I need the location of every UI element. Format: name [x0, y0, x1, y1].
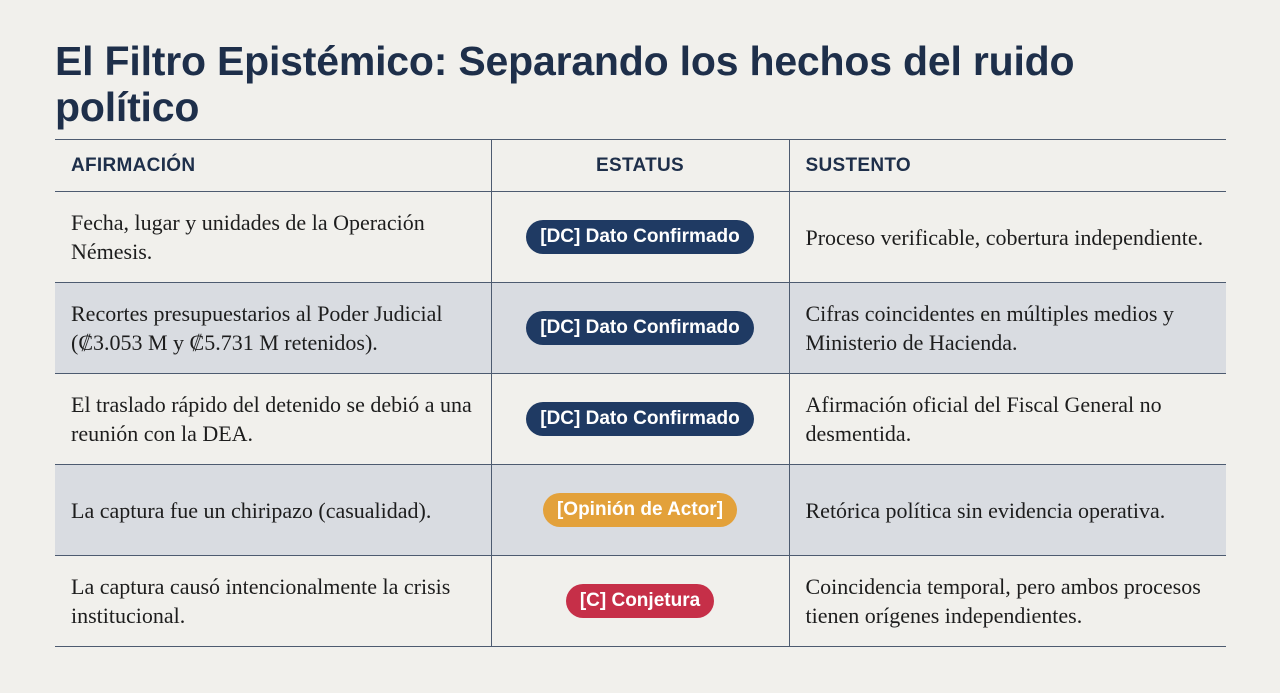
- header-support: SUSTENTO: [789, 140, 1226, 192]
- claims-table: [55, 139, 1226, 647]
- claim-cell: La captura fue un chiripazo (casualidad).: [55, 465, 491, 556]
- table-row: [55, 283, 1226, 374]
- support-cell: Retórica política sin evidencia operativa.: [789, 465, 1226, 556]
- support-cell: Afirmación oficial del Fiscal General no desmentida.: [789, 374, 1226, 465]
- status-badge-confirmed: [DC] Dato Confirmado: [526, 311, 753, 345]
- support-cell: Cifras coincidentes en múltiples medios y Ministerio de Hacienda.: [789, 283, 1226, 374]
- support-cell: Coincidencia temporal, pero ambos procesos tienen orígenes independientes.: [789, 556, 1226, 647]
- table-row: [55, 465, 1226, 556]
- table-row: [55, 556, 1226, 647]
- status-badge-confirmed: [DC] Dato Confirmado: [526, 220, 753, 254]
- page-title: El Filtro Epistémico: Separando los hechos del ruido político: [55, 38, 1075, 130]
- status-cell: [491, 374, 789, 465]
- table-row: [55, 192, 1226, 283]
- header-status: ESTATUS: [491, 140, 789, 192]
- table-row: [55, 374, 1226, 465]
- status-badge-conjecture: [C] Conjetura: [566, 584, 714, 618]
- status-cell: [491, 192, 789, 283]
- table-header-row: [55, 140, 1226, 192]
- status-cell: [491, 556, 789, 647]
- claim-cell: Fecha, lugar y unidades de la Operación Némesis.: [55, 192, 491, 283]
- claim-cell: Recortes presupuestarios al Poder Judicial (₡3.053 M y ₡5.731 M retenidos).: [55, 283, 491, 374]
- support-cell: Proceso verificable, cobertura independiente.: [789, 192, 1226, 283]
- status-cell: [491, 465, 789, 556]
- status-badge-opinion: [Opinión de Actor]: [543, 493, 737, 527]
- header-claim: AFIRMACIÓN: [55, 140, 491, 192]
- status-cell: [491, 283, 789, 374]
- status-badge-confirmed: [DC] Dato Confirmado: [526, 402, 753, 436]
- claim-cell: El traslado rápido del detenido se debió a una reunión con la DEA.: [55, 374, 491, 465]
- claim-cell: La captura causó intencionalmente la crisis institucional.: [55, 556, 491, 647]
